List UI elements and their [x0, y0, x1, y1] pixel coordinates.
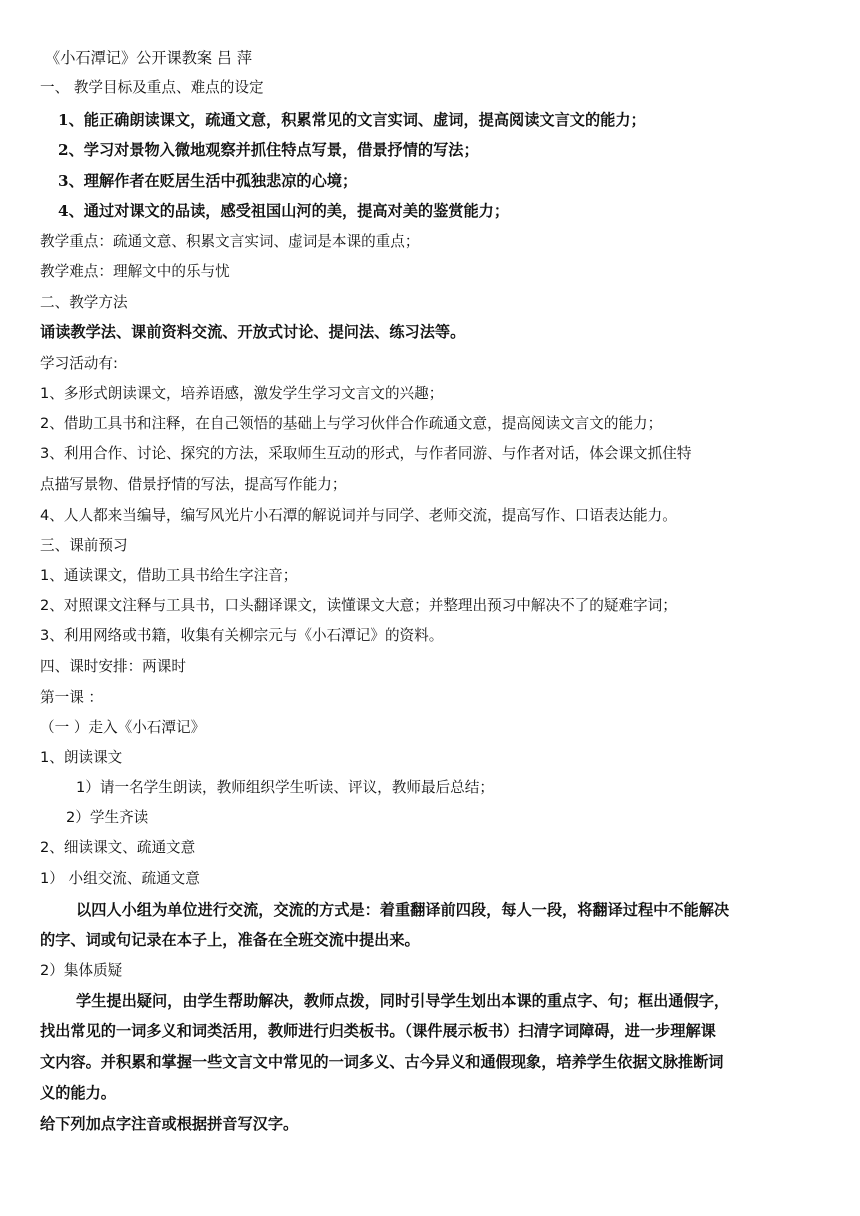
activity-item-1: 1、多形式朗读课文，培养语感，激发学生学习文言文的兴趣； — [40, 385, 444, 402]
teaching-key-point: 教学重点：疏通文意、积累文言实词、虚词是本课的重点； — [40, 233, 420, 250]
section-heading-methods: 二、教学方法 — [40, 294, 128, 311]
teaching-difficulty: 教学难点：理解文中的乐与忧 — [40, 263, 230, 280]
section-heading-objectives: 一、 教学目标及重点、难点的设定 — [40, 79, 264, 96]
read-aloud-sub-2: 2）学生齐读 — [66, 809, 149, 826]
preview-item-2: 2、对照课文注释与工具书，口头翻译课文，读懂课文大意；并整理出预习中解决不了的疑难字词； — [40, 597, 677, 614]
activity-item-4: 4、人人都来当编导，编写风光片小石潭的解说词并与同学、老师交流，提高写作、口语表达能力。 — [40, 507, 677, 524]
questioning-text-4: 义的能力。 — [40, 1084, 116, 1102]
preview-item-3: 3、利用网络或书籍，收集有关柳宗元与《小石潭记》的资料。 — [40, 627, 444, 644]
objective-item-3: 3、理解作者在贬居生活中孤独悲凉的心境； — [58, 172, 358, 190]
step-close-reading: 2、细读课文、疏通文意 — [40, 839, 196, 856]
objective-item-2: 2、学习对景物入微地观察并抓住特点写景，借景抒情的写法； — [58, 141, 479, 159]
objective-item-1: 1、能正确朗读课文，疏通文意，积累常见的文言实词、虚词，提高阅读文言文的能力； — [58, 111, 646, 129]
activity-item-3: 3、利用合作、讨论、探究的方法，采取师生互动的形式，与作者同游、与作者对话，体会课文抓住特 — [40, 445, 692, 462]
exercise-instruction: 给下列加点字注音或根据拼音写汉字。 — [40, 1115, 299, 1133]
questioning-text-3: 文内容。并积累和掌握一些文言文中常见的一词多义、古今异义和通假现象，培养学生依据文脉推断词 — [40, 1053, 724, 1071]
preview-item-1: 1、通读课文，借助工具书给生字注音； — [40, 567, 298, 584]
group-exchange-text: 以四人小组为单位进行交流，交流的方式是：着重翻译前四段，每人一段，将翻译过程中不能解决 — [76, 901, 730, 919]
lesson-one-heading: 第一课 ： — [40, 689, 104, 706]
read-aloud-sub-1: 1）请一名学生朗读，教师组织学生听读、评议，教师最后总结； — [76, 779, 494, 796]
close-reading-sub-2: 2）集体质疑 — [40, 962, 123, 979]
activities-heading: 学习活动有: — [40, 355, 118, 372]
activity-item-3-cont: 点描写景物、借景抒情的写法，提高写作能力； — [40, 476, 347, 493]
group-exchange-text-cont: 的字、词或句记录在本子上，准备在全班交流中提出来。 — [40, 931, 420, 949]
part-one-heading: （一 ）走入《小石潭记》 — [40, 719, 206, 736]
step-read-aloud: 1、朗读课文 — [40, 749, 123, 766]
document-title: 《小石潭记》公开课教案 吕 萍 — [45, 49, 253, 67]
close-reading-sub-1: 1） 小组交流、疏通文意 — [40, 870, 200, 887]
activity-item-2: 2、借助工具书和注释，在自己领悟的基础上与学习伙伴合作疏通文意，提高阅读文言文的能力； — [40, 415, 663, 432]
methods-text: 诵读教学法、课前资料交流、开放式讨论、提问法、练习法等。 — [40, 323, 466, 341]
section-heading-schedule: 四、课时安排：两课时 — [40, 658, 186, 675]
questioning-text-2: 找出常见的一词多义和词类活用，教师进行归类板书。（课件展示板书）扫清字词障碍，进一步理解课 — [40, 1022, 716, 1040]
section-heading-preview: 三、课前预习 — [40, 537, 128, 554]
objective-item-4: 4、通过对课文的品读，感受祖国山河的美，提高对美的鉴赏能力； — [58, 202, 510, 220]
questioning-text-1: 学生提出疑问，由学生帮助解决，教师点拨，同时引导学生划出本课的重点字、句；框出通假字， — [76, 992, 730, 1010]
